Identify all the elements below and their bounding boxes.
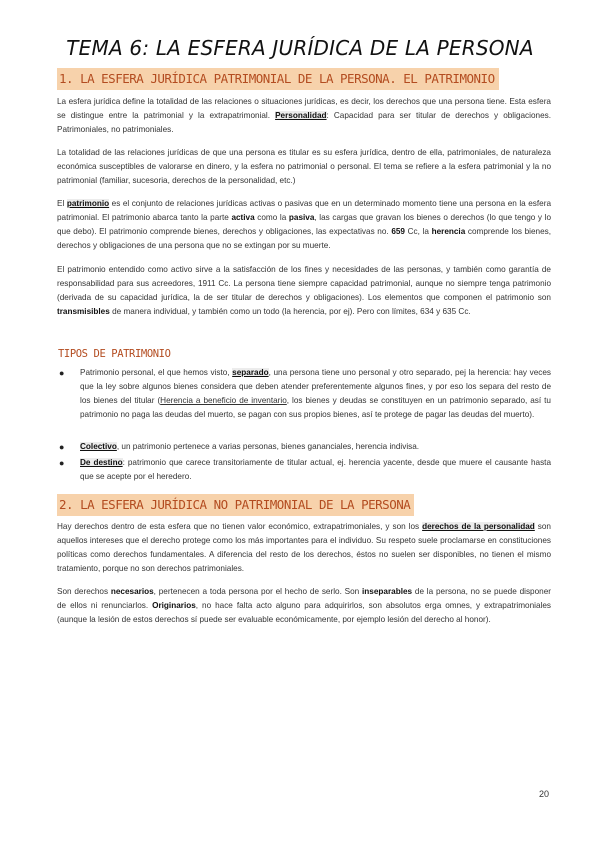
term-derechos-personalidad: derechos de la personalidad <box>422 522 535 531</box>
list-item-patrimonio-personal: Patrimonio personal, el que hemos visto, separado, una persona tiene uno personal y otro separado, pej la herencia: hay veces que la ley sobre algunos bienes considera que deben atender preferentemente algunos fines, y por eso los separa del resto de los bienes del titular (Herencia a beneficio de inventario, los bienes y deudas se constituyen en un patrimonio separado, así tu patrimonio no paga las deudas del muerto, se pagan con sus propios bienes, así te protege de pagar las deudas del muerto). <box>80 368 551 420</box>
article-659: 659 <box>391 227 405 237</box>
list-item-colectivo: Colectivo, un patrimonio pertenece a varias personas, bienes gananciales, herencia indivisa. <box>80 442 420 451</box>
bullet-icon: ● <box>59 368 65 378</box>
paragraph-patrimonio-activo: El patrimonio entendido como activo sirve a la satisfacción de los fines y necesidades de las personas, y también como garantía de responsabilidad para sus acreedores, 1911 Cc. La persona tiene siempre capacidad patrimonial, aunque no siempre tenga patrimonio (derivada de su capacidad jurídica, la de ser titular de derechos y obligaciones). Los elementos que componen el patrimonio son transmisibles de manera individual, y también como un todo (la herencia, por ej). Pero con límites, 634 y 635 Cc. <box>57 265 551 317</box>
bullet-icon: ● <box>59 442 65 452</box>
paragraph-esfera-juridica: La esfera jurídica define la totalidad de las relaciones o situaciones jurídicas, es decir, los derechos que una persona tiene. Esta esfera se distingue entre la patrimonial y la extrapatrimonial. Personalidad: Capacidad para ser titular de derechos y obligaciones. Patrimoniales, no patrimoniales. <box>57 97 551 135</box>
term-colectivo: Colectivo <box>80 442 117 451</box>
paragraph-derechos-necesarios: Son derechos necesarios, pertenecen a toda persona por el hecho de serlo. Son inseparables de la persona, no se puede disponer de ellos ni renunciarlos. Originarios, no hace falta acto alguno para adquirirlos, son absolutos erga omnes, y extrapatrimoniales (aunque la lesión de estos derechos sí puede ser evaluable económicamente, por ejemplo lesión del derecho al honor). <box>57 587 552 625</box>
bullet-icon: ● <box>59 458 65 468</box>
term-inseparables: inseparables <box>362 587 413 596</box>
page-title: TEMA 6: LA ESFERA JURÍDICA DE LA PERSONA <box>66 36 534 60</box>
page-number: 20 <box>539 789 550 799</box>
term-herencia: herencia <box>431 227 466 237</box>
section-heading-no-patrimonial: 2. LA ESFERA JURÍDICA NO PATRIMONIAL DE LA PERSONA <box>57 494 414 516</box>
term-pasiva: pasiva <box>288 213 315 223</box>
term-herencia-beneficio-inventario: Herencia a beneficio de inventario <box>160 396 287 406</box>
term-transmisibles: transmisibles <box>57 307 110 317</box>
section-heading-patrimonial: 1. LA ESFERA JURÍDICA PATRIMONIAL DE LA PERSONA. EL PATRIMONIO <box>57 68 499 90</box>
term-de-destino: De destino <box>80 458 123 467</box>
term-separado: separado <box>232 368 269 377</box>
term-originarios: Originarios <box>152 601 196 611</box>
paragraph-patrimonio-definicion: El patrimonio es el conjunto de relaciones jurídicas activas o pasivas que en un determinado momento tiene una persona en la esfera patrimonial. El patrimonio abarca tanto la parte activa como la pasiva, las cargas que gravan los bienes o derechos (lo que tengo y lo que debo). El patrimonio comprende bienes, derechos y obligaciones, las expectativas no. 659 Cc, la herencia comprende los bienes, derechos y obligaciones de una persona que no se extingan por su muerte. <box>57 199 552 251</box>
paragraph-totalidad-relaciones: La totalidad de las relaciones jurídicas de que una persona es titular es su esfera jurídica, dentro de ella, patrimoniales, de naturaleza económica susceptibles de valorarse en dinero, y la esfera no patrimonial o personal. El tema se refiere a la esfera patrimonial y la no patrimonial (familiar, sucesoria, derechos de la personalidad, etc.) <box>57 148 551 186</box>
term-activa: activa <box>231 213 255 223</box>
term-patrimonio: patrimonio <box>66 199 110 208</box>
subheading-tipos-patrimonio: TIPOS DE PATRIMONIO <box>58 348 171 360</box>
term-necesarios: necesarios <box>110 587 154 596</box>
list-item-de-destino: De destino: patrimonio que carece transitoriamente de titular actual, ej. herencia yacente, desde que muere el causante hasta que se acepte por el heredero. <box>80 458 551 482</box>
term-personalidad: Personalidad <box>275 111 327 121</box>
paragraph-derechos-personalidad: Hay derechos dentro de esta esfera que no tienen valor económico, extrapatrimoniales, y son los derechos de la personalidad son aquellos intereses que el derecho protege como los más importantes para el individuo. Su respeto suele proclamarse en constituciones políticas como derechos fundamentales. A diferencia del resto de los derechos, éstos no suelen ser disponibles, no tienen el mismo tratamiento, porque no son derechos patrimoniales. <box>57 522 551 574</box>
